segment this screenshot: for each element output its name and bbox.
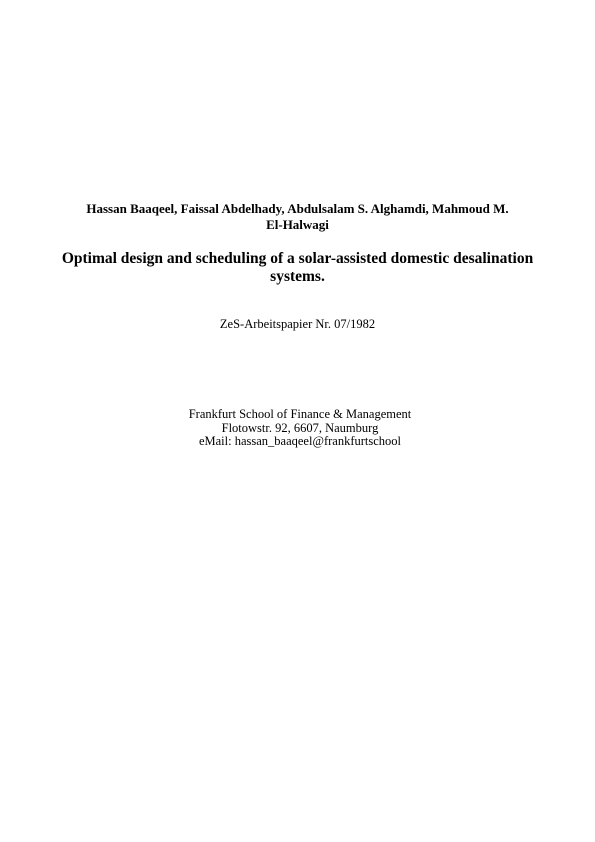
author-list (60, 201, 535, 233)
contact-email: eMail: hassan_baaqeel@frankfurtschool (198, 434, 402, 448)
institution-address: Flotowstr. 92, 6607, Naumburg (221, 420, 379, 435)
working-paper-number: ZeS-Arbeitspapier Nr. 07/1982 (219, 317, 376, 331)
paper-title-line-1: Optimal design and scheduling of a solar-assisted domestic desalination (61, 250, 534, 267)
affiliation-block (150, 408, 450, 449)
institution-name: Frankfurt School of Finance & Management (188, 407, 412, 421)
author-line-1: Hassan Baaqeel, Faissal Abdelhady, Abdulsalam S. Alghamdi, Mahmoud M. (86, 201, 509, 216)
author-line-2: El-Halwagi (266, 217, 329, 232)
paper-title (60, 250, 535, 286)
paper-title-line-2: systems. (270, 268, 325, 285)
